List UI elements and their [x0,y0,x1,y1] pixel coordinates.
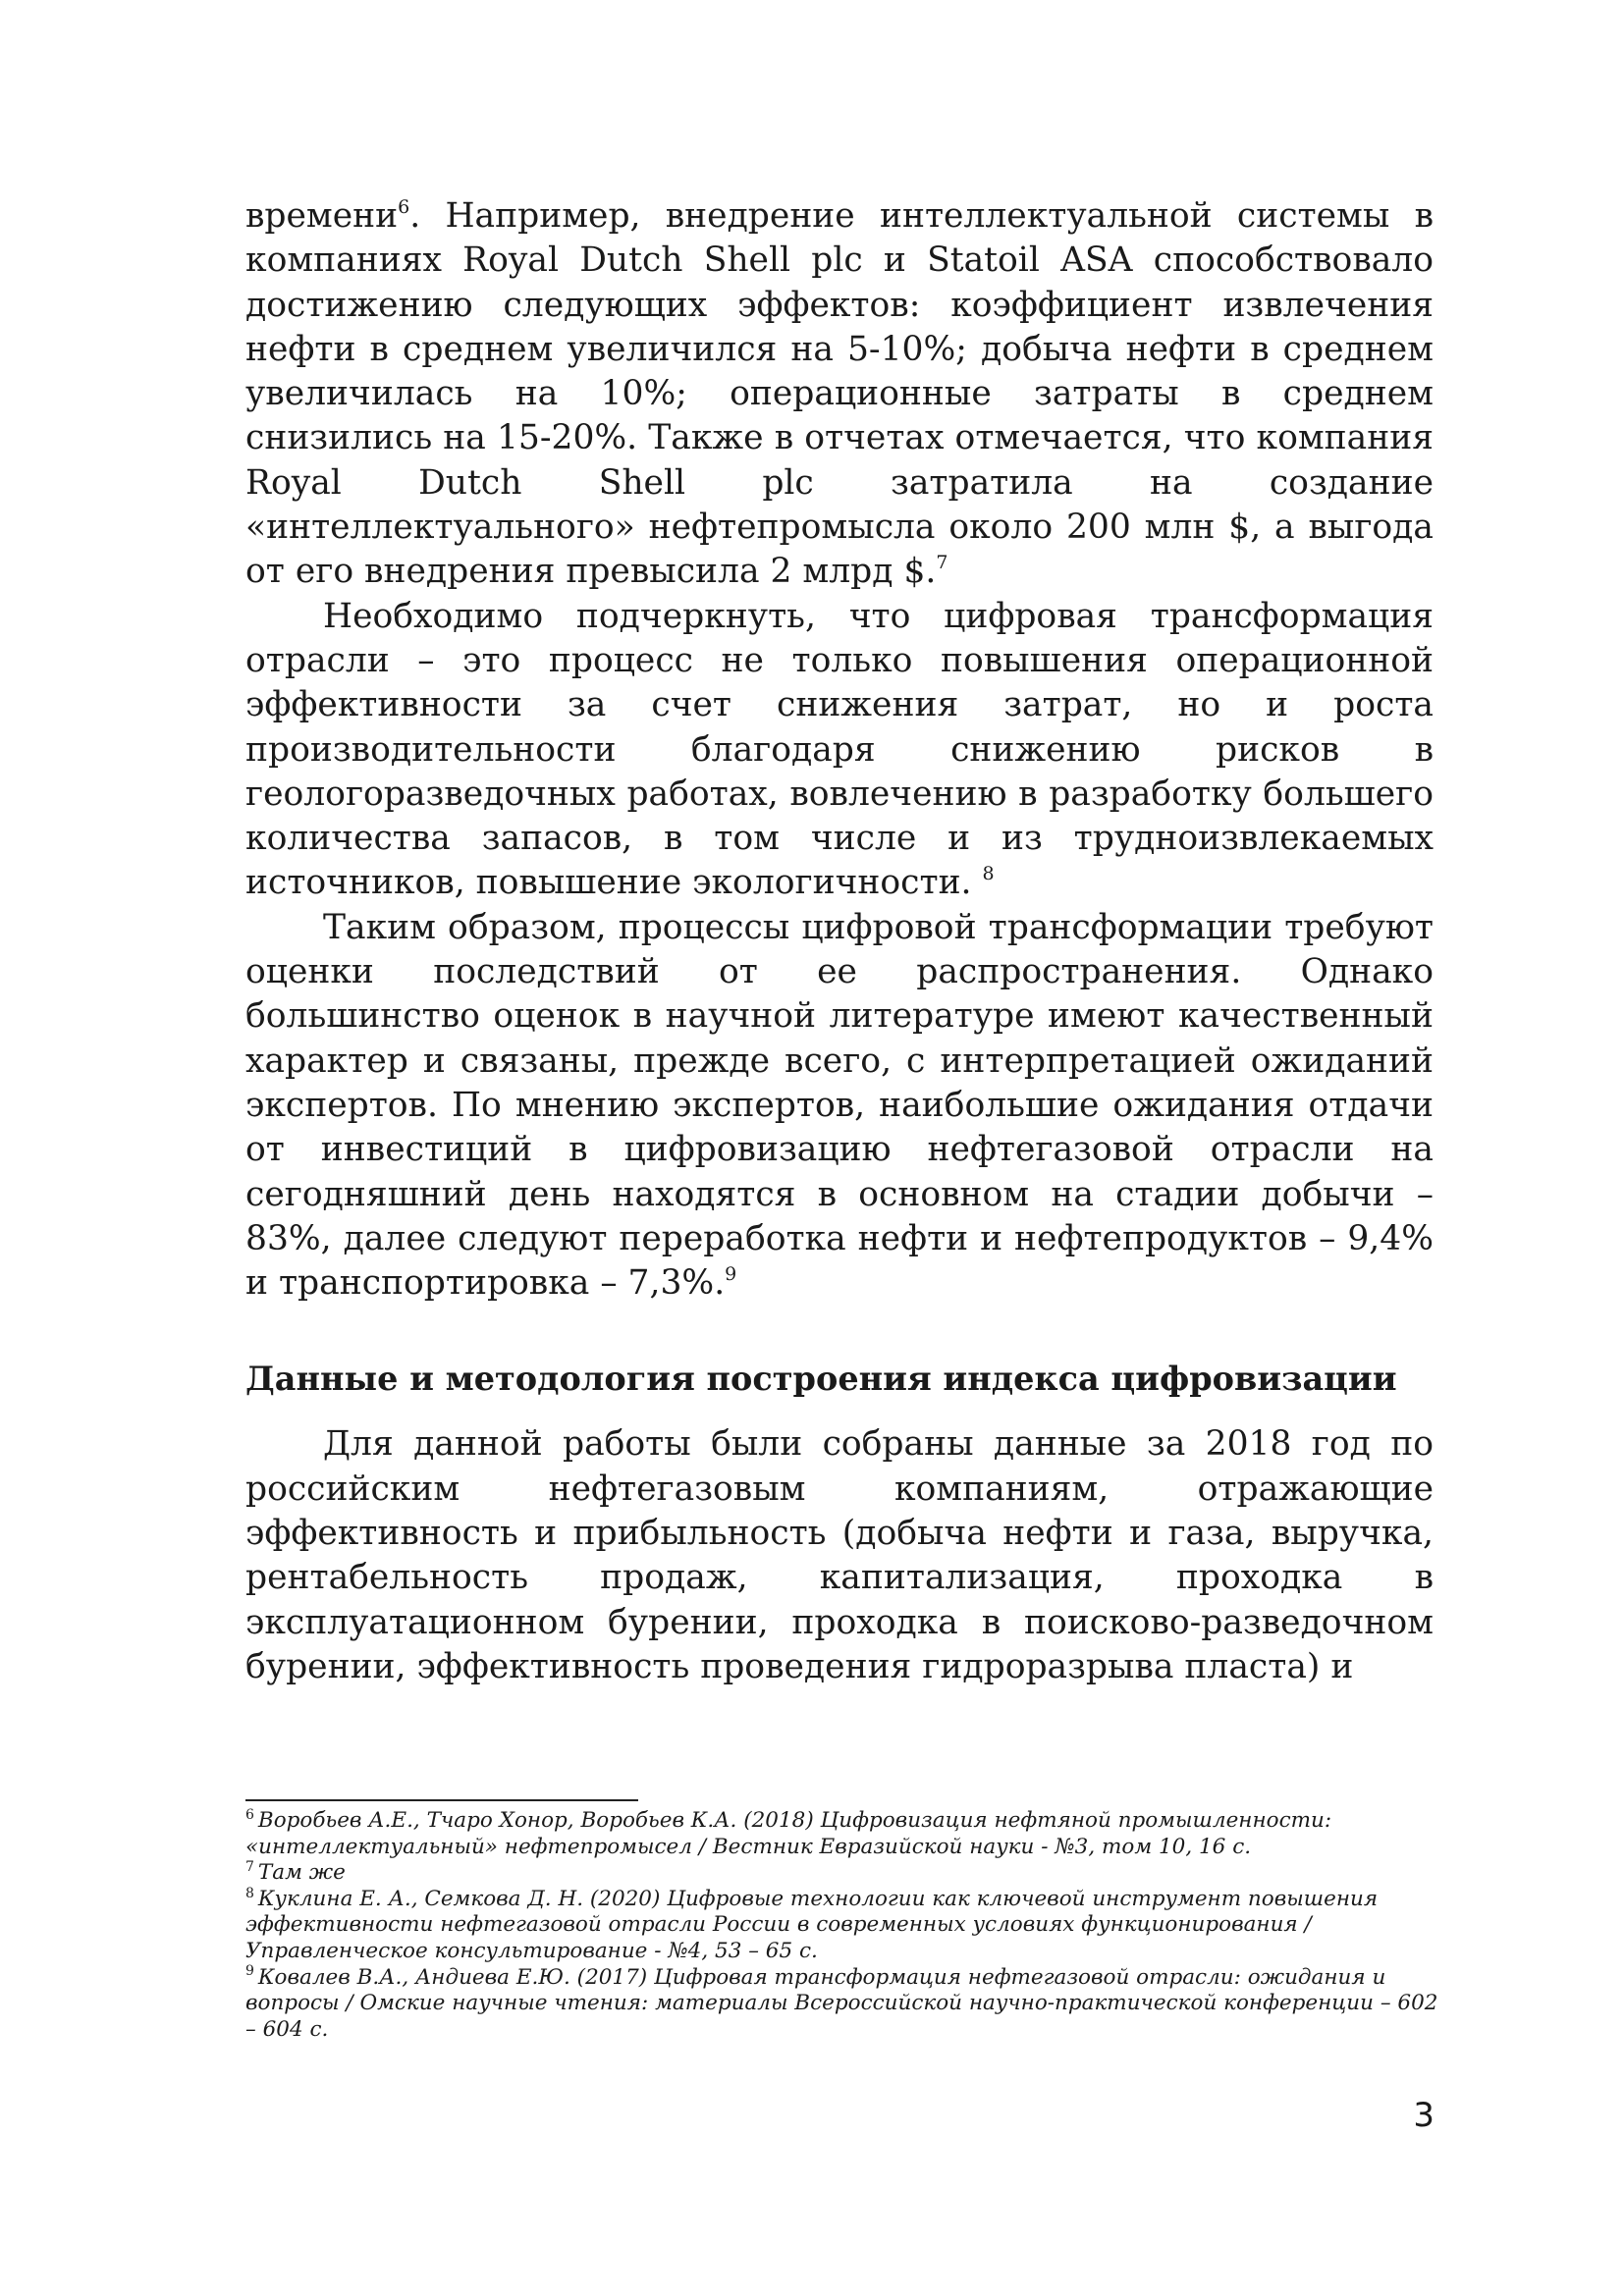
footnote-text: Воробьев А.Е., Тчаро Хонор, Воробьев К.А. (2018) Цифровизация нефтяной промышленности: «интеллектуальный» нефтепромысел / Вестник Евразийской науки - №3, том 10, 16 с. [245,1808,1332,1859]
footnote-ref-6[interactable]: 6 [398,195,410,218]
paragraph-1 [245,194,1434,595]
text-segment: . Например, внедрение интеллектуальной системы в компаниях Royal Dutch Shell plc и Statoil ASA способствовало достижению следующих эффектов: коэффициент извлечения нефти в среднем увеличился на 5-10%; добыча нефти в среднем увеличилась на 10%; операционные затраты в среднем снизились на 15-20%. Также в отчетах отмечается, что компания Royal Dutch Shell plc затратила на создание «интеллектуального» нефтепромысла около 200 млн $, а выгода от его внедрения превысила 2 млрд $. [245,196,1434,592]
footnote-ref-8[interactable]: 8 [982,862,995,884]
text-segment: Необходимо подчеркнуть, что цифровая трансформация отрасли – это процесс не только повышения операционной эффективности за счет снижения затрат, но и роста производительности благодаря снижению рисков в геологоразведочных работах, вовлечению в разработку большего количества запасов, в том числе и из трудноизвлекаемых источников, повышение экологичности. [245,596,1434,903]
footnote-number: 6 [245,1806,254,1823]
footnote-ref-7[interactable]: 7 [936,551,948,573]
footnote-8 [245,1887,1438,1965]
footnote-separator [245,1799,638,1801]
section-heading: Данные и методология построения индекса цифровизации [245,1360,1397,1399]
text-segment: Таким образом, процессы цифровой трансформации требуют оценки последствий от ее распространения. Однако большинство оценок в научной литературе имеют качественный характер и связаны, прежде всего, с интерпретацией ожиданий экспертов. По мнению экспертов, наибольшие ожидания отдачи от инвестиций в цифровизацию нефтегазовой отрасли на сегодняшний день находятся в основном на стадии добычи – 83%, далее следуют переработка нефти и нефтепродуктов – 9,4% и транспортировка – 7,3%. [245,907,1434,1304]
footnote-7 [245,1860,1438,1887]
page-body [245,194,1434,1689]
footnote-text: Куклина Е. А., Семкова Д. Н. (2020) Цифровые технологии как ключевой инструмент повышения эффективности нефтегазовой отрасли России в современных условиях функционирования / Управленческое консультирование - №4, 53 – 65 с. [245,1886,1379,1963]
footnote-number: 8 [245,1885,254,1901]
paragraph-3 [245,906,1434,1307]
footnotes [245,1808,1438,2043]
footnote-text: Ковалев В.А., Андиева Е.Ю. (2017) Цифровая трансформация нефтегазовой отрасли: ожидания и вопросы / Омские научные чтения: материалы Всероссийской научно-практической конференции – 602 – 604 с. [245,1964,1438,2042]
footnote-text: Там же [257,1860,346,1886]
text-segment: времени [245,196,399,236]
footnote-number: 9 [245,1963,254,1980]
paragraph-2 [245,595,1434,906]
page-number: 3 [1413,2096,1435,2135]
footnote-6 [245,1808,1438,1860]
footnote-number: 7 [245,1859,254,1876]
paragraph-4: Для данной работы были собраны данные за 2018 год по российским нефтегазовым компаниям, отражающие эффективность и прибыльность (добыча нефти и газа, выручка, рентабельность продаж, капитализация, проходка в эксплуатационном бурении, проходка в поисково-разведочном бурении, эффективность проведения гидроразрыва пласта) и [245,1424,1434,1686]
footnote-ref-9[interactable]: 9 [725,1262,737,1285]
footnote-9 [245,1965,1438,2044]
